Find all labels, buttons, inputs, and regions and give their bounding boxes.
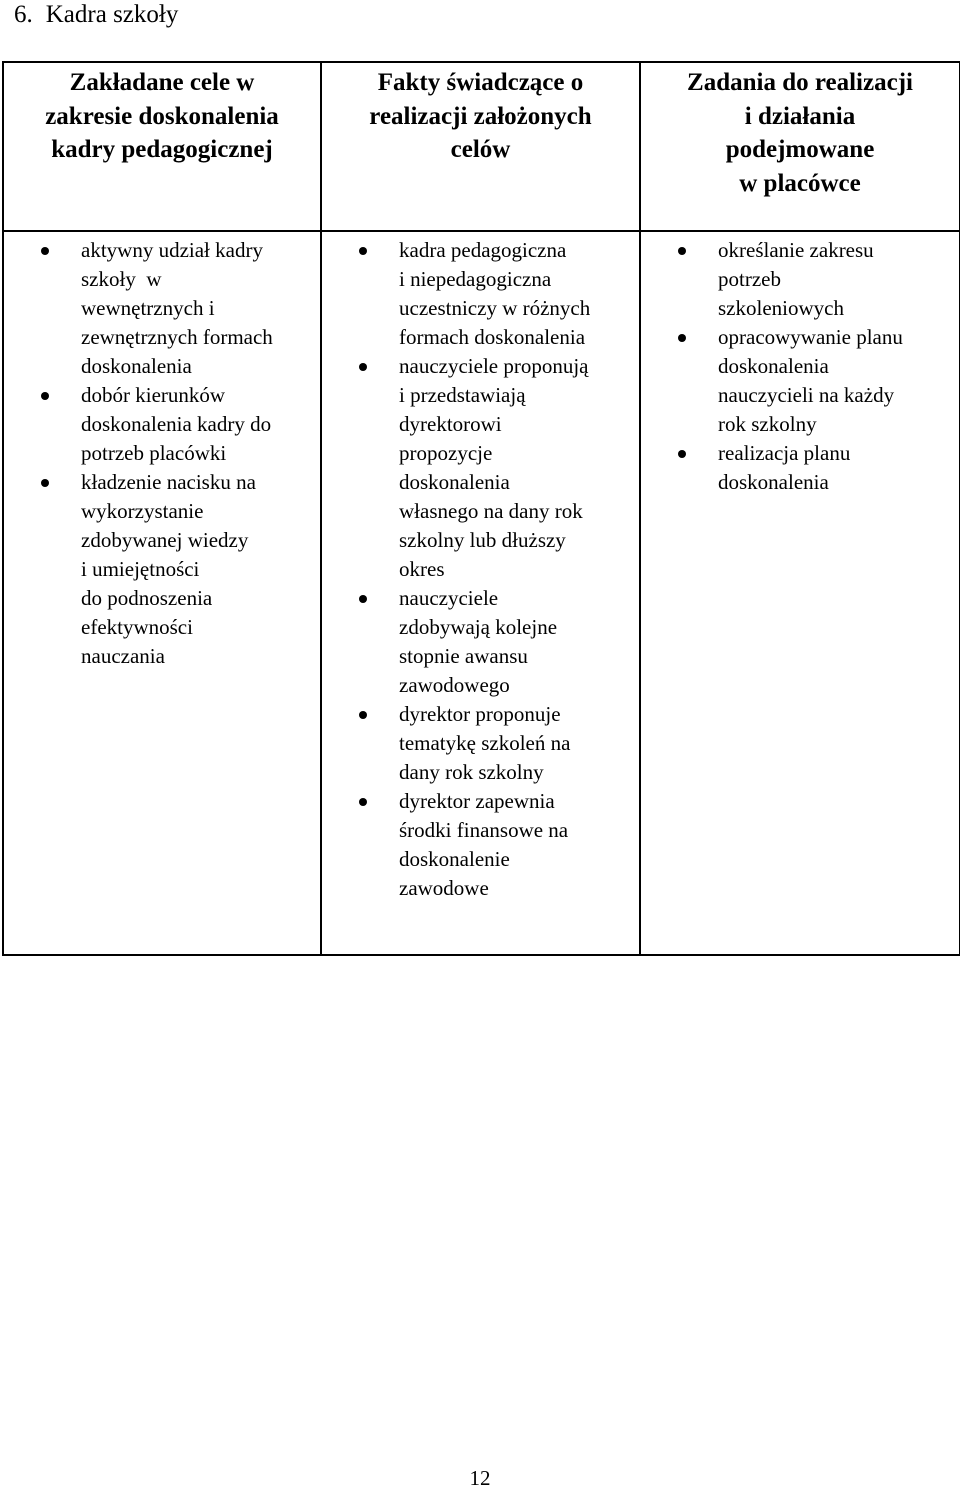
item-line: opracowywanie planu [718,325,903,349]
item-line: i umiejętności [81,557,200,581]
item-line: stopnie awansu [399,644,528,668]
goals-list [4,236,320,671]
page-number: 12 [469,1466,491,1490]
list-item [4,381,320,468]
item-line: określanie zakresu [718,238,874,262]
item-line: wykorzystanie [81,499,204,523]
header-line: Zadania do realizacji [687,69,913,96]
list-item [641,236,959,323]
header-line: i działania [744,102,856,130]
list-item [641,323,959,439]
item-line: aktywny udział kadry [81,238,263,262]
item-line: nauczycieli na każdy [718,383,895,407]
header-line: w placówce [739,169,861,197]
tasks-list [641,236,959,497]
item-line: formach doskonalenia [399,325,586,349]
item-line: doskonalenia [718,470,829,494]
list-item [4,468,320,671]
item-line: doskonalenie [399,847,510,871]
header-line: podejmowane [725,136,875,163]
header-line: kadry pedagogicznej [51,136,273,163]
header-line: zakresie doskonalenia [45,102,279,130]
list-item [322,236,639,352]
item-line: dyrektor proponuje [399,702,561,726]
item-line: okres [399,557,445,581]
item-line: i przedstawiają [399,383,526,407]
item-line: dyrektor zapewnia [399,789,555,813]
item-line: kadra pedagogiczna [399,238,567,262]
item-line: zawodowego [399,673,510,697]
list-item [322,352,639,584]
item-line: dobór kierunków [81,383,226,407]
item-line: potrzeb placówki [81,441,227,465]
header-line: Zakładane cele w [69,69,255,96]
header-facts [321,62,640,231]
item-line: środki finansowe na [399,818,569,842]
item-line: uczestniczy w różnych [399,296,591,320]
item-line: doskonalenia [718,354,829,378]
facts-list [322,236,639,903]
header-line: realizacji założonych [369,102,592,130]
school-staff-table [2,61,960,956]
item-line: i niepedagogiczna [399,267,552,291]
header-line: celów [450,136,511,163]
section-title [14,0,178,30]
item-line: szkolny lub dłuższy [399,528,566,552]
item-line: kładzenie nacisku na [81,470,256,494]
content-row [3,231,960,955]
item-line: szkoły w [81,267,162,291]
item-line: własnego na dany rok [399,499,583,523]
item-line: zdobywanej wiedzy [81,528,249,552]
item-line: doskonalenia [399,470,510,494]
header-goals [3,62,321,231]
item-line: dyrektorowi [399,412,502,436]
item-line: dany rok szkolny [399,760,544,784]
header-line: Fakty świadczące o [377,69,584,96]
list-item [322,584,639,700]
list-item [641,439,959,497]
list-item [4,236,320,381]
item-line: szkoleniowych [718,296,844,320]
goals-cell [3,231,321,955]
item-line: do podnoszenia [81,586,213,610]
tasks-cell [640,231,960,955]
item-line: zawodowe [399,876,489,900]
item-line: potrzeb [718,267,781,291]
item-line: doskonalenia kadry do [81,412,272,436]
item-line: doskonalenia [81,354,192,378]
item-line: zewnętrznych formach [81,325,273,349]
header-tasks [640,62,960,231]
item-line: rok szkolny [718,412,817,436]
item-line: nauczyciele proponują [399,354,589,378]
item-line: tematykę szkoleń na [399,731,571,755]
item-line: zdobywają kolejne [399,615,558,639]
item-line: efektywności [81,615,193,639]
list-item [322,700,639,787]
item-line: nauczyciele [399,586,499,610]
section-number: 6. [14,1,33,28]
section-title-text: Kadra szkoły [45,1,179,28]
list-item [322,787,639,903]
item-line: realizacja planu [718,441,851,465]
item-line: propozycje [399,441,493,465]
item-line: nauczania [81,644,165,668]
item-line: wewnętrznych i [81,296,215,320]
header-row [3,62,960,231]
facts-cell [321,231,640,955]
